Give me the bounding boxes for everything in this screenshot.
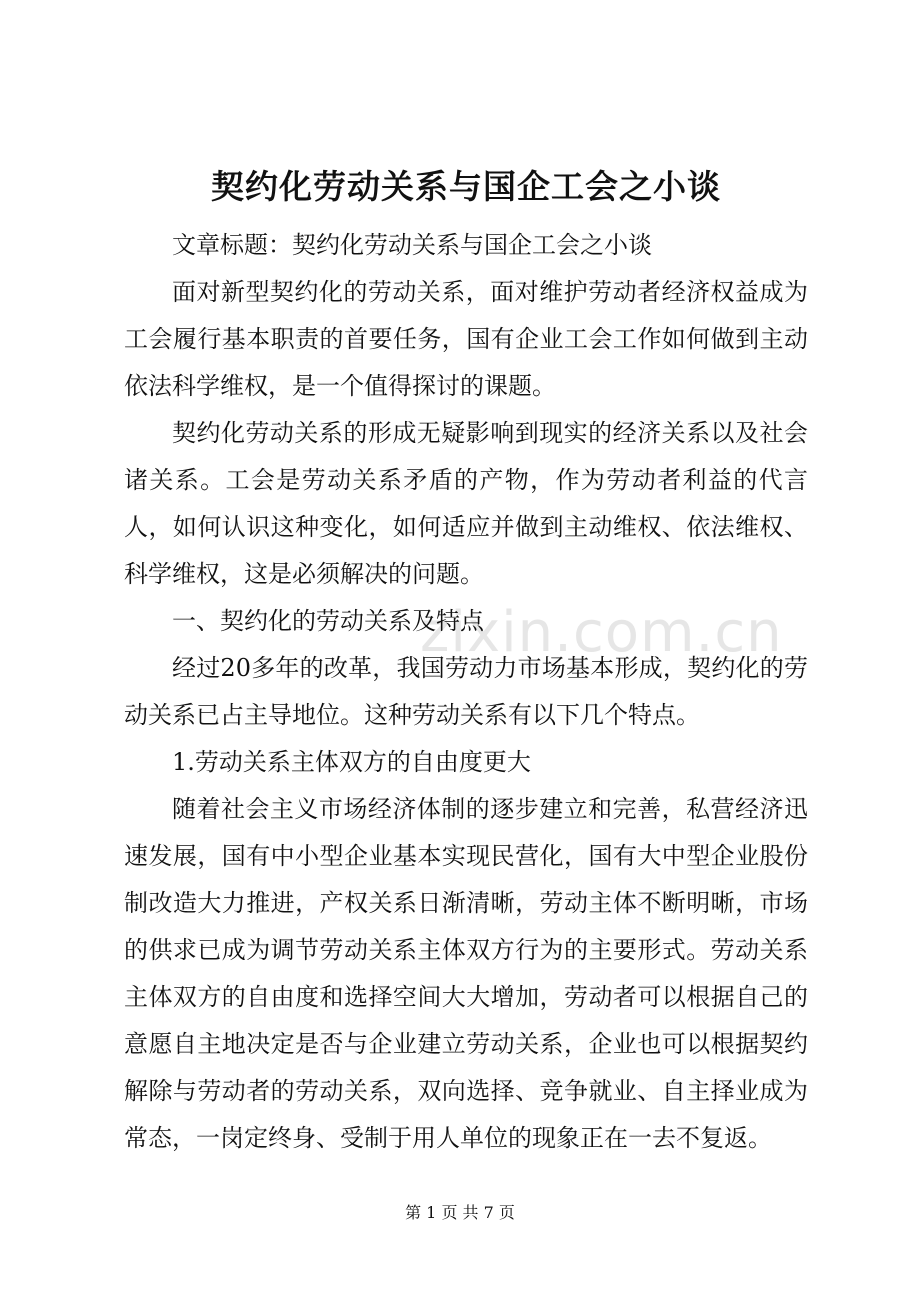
document-page	[124, 160, 808, 1162]
document-title: 契约化劳动关系与国企工会之小谈	[211, 167, 721, 206]
section-heading-1: 一、契约化的劳动关系及特点	[172, 607, 484, 635]
watermark: zixin.com.cn	[420, 600, 783, 665]
paragraph-reform: 经过20多年的改革，我国劳动力市场基本形成，契约化的劳动关系已占主导地位。这种劳动关系有以下几个特点。	[124, 654, 808, 729]
paragraph-freedom: 随着社会主义市场经济体制的逐步建立和完善，私营经济迅速发展，国有中小型企业基本实现民营化，国有大中型企业股份制改造大力推进，产权关系日渐清晰，劳动主体不断明晰，市场的供求已成为调节劳动关系主体双方行为的主要形式。劳动关系主体双方的自由度和选择空间大大增加，劳动者可以根据自己的意愿自主地决定是否与企业建立劳动关系，企业也可以根据契约解除与劳动者的劳动关系，双向选择、竞争就业、自主择业成为常态，一岗定终身、受制于用人单位的现象正在一去不复返。	[124, 795, 808, 1152]
paragraph-article-title: 文章标题：契约化劳动关系与国企工会之小谈	[172, 231, 652, 259]
paragraph-background: 契约化劳动关系的形成无疑影响到现实的经济关系以及社会诸关系。工会是劳动关系矛盾的产物，作为劳动者利益的代言人，如何认识这种变化，如何适应并做到主动维权、依法维权、科学维权，这是必须解决的问题。	[124, 419, 808, 588]
subsection-heading-1: 1.劳动关系主体双方的自由度更大	[172, 748, 531, 776]
page-footer: 第 1 页 共 7 页	[405, 1203, 515, 1222]
paragraph-intro: 面对新型契约化的劳动关系，面对维护劳动者经济权益成为工会履行基本职责的首要任务，国有企业工会工作如何做到主动依法科学维权，是一个值得探讨的课题。	[124, 278, 808, 400]
